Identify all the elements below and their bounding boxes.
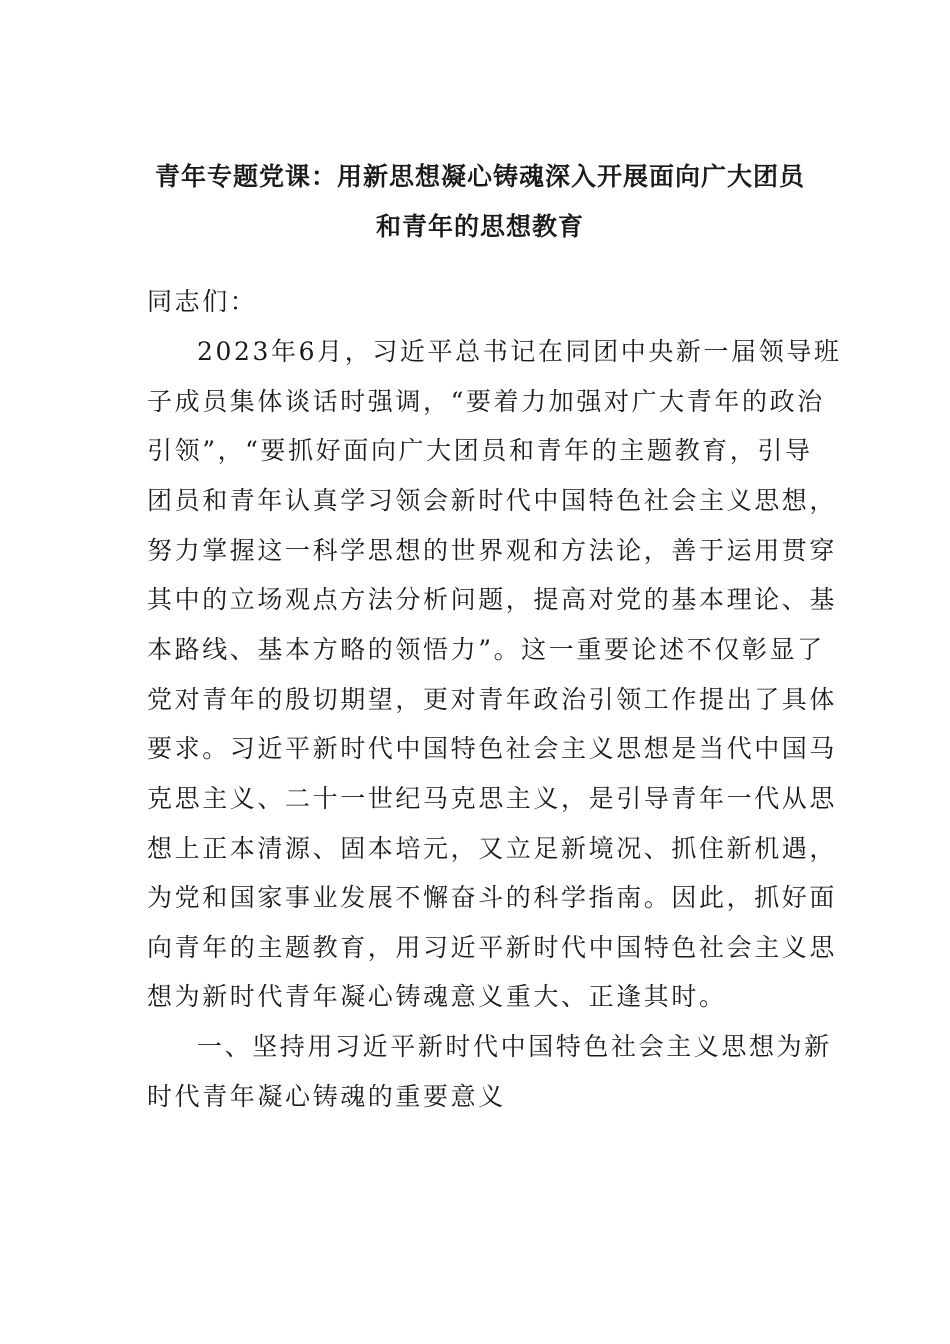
- paragraph-1-line: 引领”，“要抓好面向广大团员和青年的主题教育，引导: [147, 436, 813, 465]
- paragraph-1-line: 要求。习近平新时代中国特色社会主义思想是当代中国马: [147, 734, 838, 763]
- paragraph-1-line: 本路线、基本方略的领悟力”。这一重要论述不仅彰显了: [147, 635, 825, 664]
- paragraph-1-line: 克思主义、二十一世纪马克思主义，是引导青年一代从思: [147, 784, 838, 813]
- paragraph-1-line: 想上正本清源、固本培元，又立足新境况、抓住新机遇，: [147, 834, 838, 863]
- paragraph-1-line: 想为新时代青年凝心铸魂意义重大、正逢其时。: [147, 982, 727, 1011]
- document-title-line-2: 和青年的思想教育: [375, 212, 584, 241]
- paragraph-1-line: 2023年6月，习近平总书记在同团中央新一届领导班: [197, 337, 842, 366]
- paragraph-1-line: 团员和青年认真学习领会新时代中国特色社会主义思想，: [147, 486, 838, 515]
- paragraph-1-line: 其中的立场观点方法分析问题，提高对党的基本理论、基: [147, 585, 838, 614]
- paragraph-1-line: 向青年的主题教育，用习近平新时代中国特色社会主义思: [147, 933, 838, 962]
- document-title-line-1: 青年专题党课：用新思想凝心铸魂深入开展面向广大团员: [154, 162, 805, 191]
- paragraph-1-line: 努力掌握这一科学思想的世界观和方法论，善于运用贯穿: [147, 536, 838, 565]
- salutation: 同志们：: [147, 287, 258, 316]
- paragraph-1-line: 为党和国家事业发展不懈奋斗的科学指南。因此，抓好面: [147, 883, 838, 912]
- paragraph-1-line: 子成员集体谈话时强调，“要着力加强对广大青年的政治: [147, 387, 825, 416]
- section-heading-line: 时代青年凝心铸魂的重要意义: [147, 1082, 506, 1111]
- paragraph-1-line: 党对青年的殷切期望，更对青年政治引领工作提出了具体: [147, 685, 838, 714]
- section-heading-line: 一、坚持用习近平新时代中国特色社会主义思想为新: [197, 1032, 832, 1061]
